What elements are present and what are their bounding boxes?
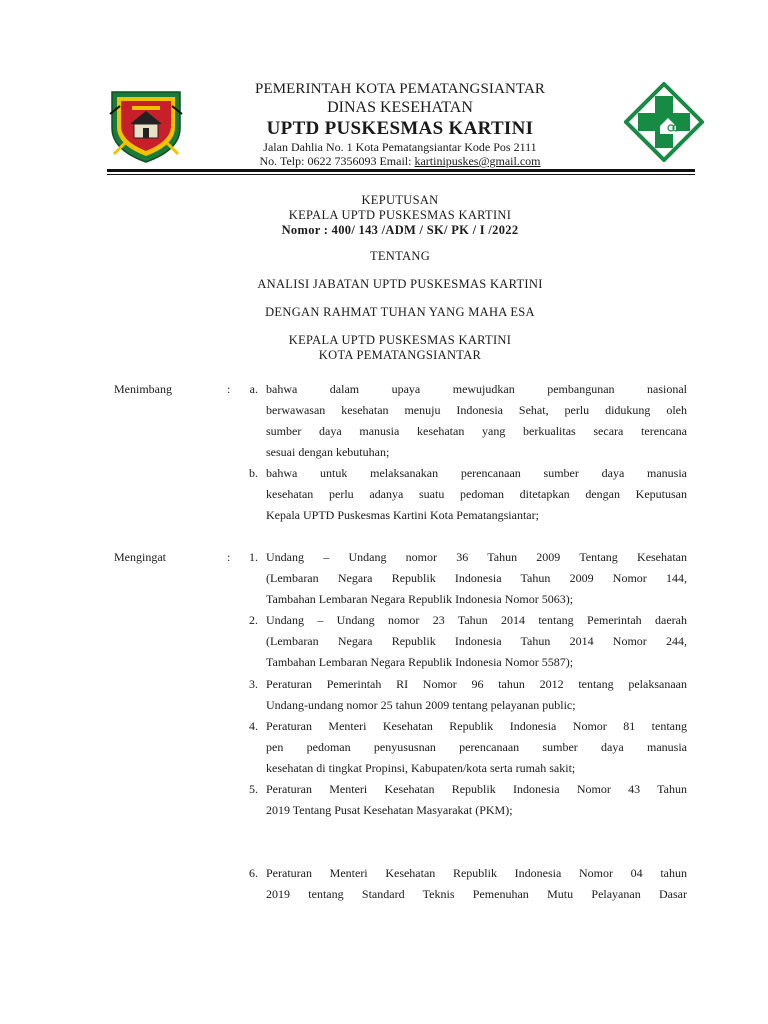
mengingat-item-2 xyxy=(266,610,687,673)
mengingat-item-3 xyxy=(266,674,687,716)
tentang-heading: TENTANG xyxy=(369,249,431,263)
menimbang-mark-b: b. xyxy=(249,466,258,480)
mengingat-mark-4: 4. xyxy=(249,719,258,733)
mengingat-item-4 xyxy=(266,716,687,779)
text-line: Kepala UPTD Puskesmas Kartini Kota Pematangsiantar; xyxy=(266,508,539,522)
mengingat-item-6 xyxy=(266,863,687,905)
text-line: Undang – Undang nomor 23 Tahun 2014 tentang Pemerintah daerah xyxy=(266,613,687,627)
text-line: 2019 Tentang Pusat Kesehatan Masyarakat (PKM); xyxy=(266,803,513,817)
phone-text: No. Telp: 0622 7356093 Email: xyxy=(259,154,415,168)
letterhead-rule-thin xyxy=(107,174,695,175)
issuer-heading xyxy=(150,333,650,363)
issuer-title: KEPALA UPTD PUSKESMAS KARTINI xyxy=(288,333,512,347)
menimbang-mark-a: a. xyxy=(249,382,258,396)
mengingat-mark-1: 1. xyxy=(249,550,258,564)
decree-subject: ANALISI JABATAN UPTD PUSKESMAS KARTINI xyxy=(257,277,543,291)
text-line: sesuai dengan kebutuhan; xyxy=(266,445,390,459)
letterhead xyxy=(190,80,610,168)
text-line: kesehatan perlu adanya suatu pedoman ditetapkan dengan Keputusan xyxy=(266,487,687,501)
text-line: Tambahan Lembaran Negara Republik Indonesia Nomor 5587); xyxy=(266,655,574,669)
text-line: Tambahan Lembaran Negara Republik Indonesia Nomor 5063); xyxy=(266,592,574,606)
decree-issuer: KEPALA UPTD PUSKESMAS KARTINI xyxy=(288,208,512,222)
text-line: Peraturan Menteri Kesehatan Republik Indonesia Nomor 43 Tahun xyxy=(266,782,687,796)
rahmat-heading: DENGAN RAHMAT TUHAN YANG MAHA ESA xyxy=(265,305,535,319)
issuer-city: KOTA PEMATANGSIANTAR xyxy=(318,348,482,362)
text-line: Undang-undang nomor 25 tahun 2009 tentang pelayanan public; xyxy=(266,698,576,712)
email-link[interactable]: kartinipuskes@gmail.com xyxy=(414,154,541,168)
menimbang-colon: : xyxy=(227,382,231,396)
city-emblem-logo xyxy=(106,84,186,164)
text-line: Peraturan Menteri Kesehatan Republik Indonesia Nomor 81 tentang xyxy=(266,719,687,733)
text-line: berwawasan kesehatan menuju Indonesia Sehat, perlu didukung oleh xyxy=(266,403,687,417)
puskesmas-cross-logo xyxy=(624,82,704,162)
text-line: kesehatan di tingkat Propinsi, Kabupaten/kota serta rumah sakit; xyxy=(266,761,576,775)
letterhead-rule-thick xyxy=(107,169,695,172)
mengingat-item-5 xyxy=(266,779,687,821)
mengingat-mark-6: 6. xyxy=(249,866,258,880)
text-line: 2019 tentang Standard Teknis Pemenuhan Mutu Pelayanan Dasar xyxy=(266,887,687,901)
text-line: pen pedoman penyususnan perencanaan sumber daya manusia xyxy=(266,740,687,754)
decree-heading xyxy=(150,193,650,238)
text-line: sumber daya manusia kesehatan yang berkualitas secara terencana xyxy=(266,424,687,438)
text-line: Undang – Undang nomor 36 Tahun 2009 Tentang Kesehatan xyxy=(266,550,687,564)
text-line: (Lembaran Negara Republik Indonesia Tahun 2009 Nomor 144, xyxy=(266,571,687,585)
government-name: PEMERINTAH KOTA PEMATANGSIANTAR xyxy=(255,81,545,97)
agency-name: DINAS KESEHATAN xyxy=(327,99,473,116)
menimbang-item-a xyxy=(266,379,687,463)
mengingat-label: Mengingat xyxy=(114,550,166,564)
text-line: bahwa untuk melaksanakan perencanaan sumber daya manusia xyxy=(266,466,687,480)
menimbang-label: Menimbang xyxy=(114,382,172,396)
text-line: Peraturan Pemerintah RI Nomor 96 tahun 2012 tentang pelaksanaan xyxy=(266,677,687,691)
menimbang-item-b xyxy=(266,463,687,526)
decree-number: Nomor : 400/ 143 /ADM / SK/ PK / I /2022 xyxy=(281,223,519,237)
mengingat-mark-5: 5. xyxy=(249,782,258,796)
institution-name: UPTD PUSKESMAS KARTINI xyxy=(266,118,534,139)
mengingat-mark-2: 2. xyxy=(249,613,258,627)
text-line: (Lembaran Negara Republik Indonesia Tahun 2014 Nomor 244, xyxy=(266,634,687,648)
text-line: bahwa dalam upaya mewujudkan pembangunan nasional xyxy=(266,382,687,396)
mengingat-colon: : xyxy=(227,550,231,564)
text-line: Peraturan Menteri Kesehatan Republik Indonesia Nomor 04 tahun xyxy=(266,866,687,880)
mengingat-mark-3: 3. xyxy=(249,677,258,691)
mengingat-item-1 xyxy=(266,547,687,610)
address: Jalan Dahlia No. 1 Kota Pematangsiantar Kode Pos 2111 xyxy=(263,140,537,154)
contact-line xyxy=(190,154,610,168)
decree-title: KEPUTUSAN xyxy=(361,193,439,207)
